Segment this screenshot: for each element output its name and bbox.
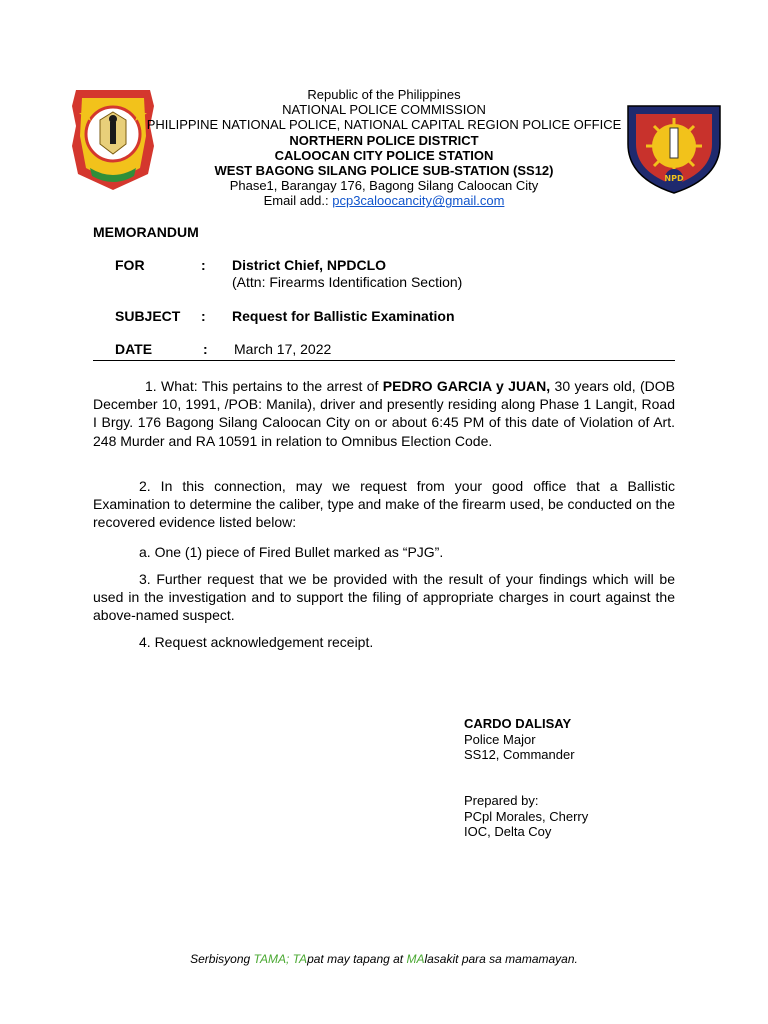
motto-part-1: Serbisyong (190, 952, 254, 966)
prepared-by-name: PCpl Morales, Cherry (464, 808, 589, 824)
motto-part-3: pat may tapang at (307, 952, 407, 966)
letterhead-district: NORTHERN POLICE DISTRICT (289, 132, 479, 148)
subject-label: SUBJECT (115, 308, 181, 324)
letterhead-napolcom: NATIONAL POLICE COMMISSION (282, 102, 486, 118)
date-colon: : (203, 341, 208, 357)
for-value: District Chief, NPDCLO (232, 257, 387, 273)
signatory-name: CARDO DALISAY (464, 716, 572, 731)
signature-block (464, 716, 575, 763)
memo-title: MEMORANDUM (93, 224, 199, 240)
p1-prefix: 1. What: This pertains to the arrest of (145, 378, 383, 394)
email-label: Email add.: (263, 193, 333, 209)
svg-text:NPD: NPD (664, 174, 684, 183)
signatory-position: SS12, Commander (464, 747, 575, 762)
subject-colon: : (201, 308, 206, 324)
letterhead-email-line (0, 193, 768, 208)
p2-text: 2. In this connection, may we request from your good office that a Ballistic Examination to determine the caliber, type and make of the firearm used, be conducted on the recovered evidence listed below: (93, 478, 675, 531)
paragraph-1 (93, 377, 675, 450)
motto-part-2: TAMA; TA (253, 952, 308, 966)
email-link[interactable]: pcp3caloocancity@gmail.com (332, 193, 505, 209)
p4-text: 4. Request acknowledgement receipt. (139, 634, 374, 650)
signatory-rank: Police Major (464, 731, 536, 747)
for-attn: (Attn: Firearms Identification Section) (232, 274, 463, 290)
letterhead-substation: WEST BAGONG SILANG POLICE SUB-STATION (SS12) (214, 163, 554, 179)
p3-text: 3. Further request that we be provided with the result of your findings which will be used in the investigation and to support the filing of appropriate charges in court against the above-named suspect. (93, 571, 675, 624)
letterhead-pnp-ncrpo: PHILIPPINE NATIONAL POLICE, NATIONAL CAPITAL REGION POLICE OFFICE (146, 117, 622, 133)
for-colon: : (201, 257, 206, 273)
paragraph-3 (93, 570, 675, 625)
letterhead-station: CALOOCAN CITY POLICE STATION (274, 147, 494, 163)
prepared-by-label: Prepared by: (464, 793, 539, 808)
paragraph-4 (93, 633, 675, 651)
prepared-by-block (464, 793, 588, 840)
date-value: March 17, 2022 (234, 341, 332, 357)
date-label: DATE (115, 341, 153, 357)
paragraph-2a (93, 543, 675, 561)
letterhead (0, 87, 768, 209)
motto-part-4: MA (406, 952, 425, 966)
for-label: FOR (115, 257, 145, 273)
p2a-text: a. One (1) piece of Fired Bullet marked as “PJG”. (139, 544, 444, 560)
prepared-by-unit: IOC, Delta Coy (464, 824, 552, 839)
suspect-name: PEDRO GARCIA y JUAN, (382, 378, 551, 394)
letterhead-address: Phase1, Barangay 176, Bagong Silang Caloocan City (229, 178, 539, 194)
p1-rest: 30 years old, (DOB December 10, 1991, /POB: Manila), driver and presently residing along Phase 1 Langit, Road I Brgy. 176 Bagong Silang Caloocan City on or about 6:45 PM of this date of Violation of Art. 248 Murder and RA 10591 in relation to Omnibus Election Code. (93, 378, 676, 449)
footer-motto (0, 952, 768, 966)
paragraph-2 (93, 477, 675, 532)
letterhead-republic: Republic of the Philippines (307, 87, 461, 102)
subject-value: Request for Ballistic Examination (232, 308, 455, 324)
motto-part-5: lasakit para sa mamamayan. (424, 952, 578, 966)
header-divider (93, 360, 675, 361)
